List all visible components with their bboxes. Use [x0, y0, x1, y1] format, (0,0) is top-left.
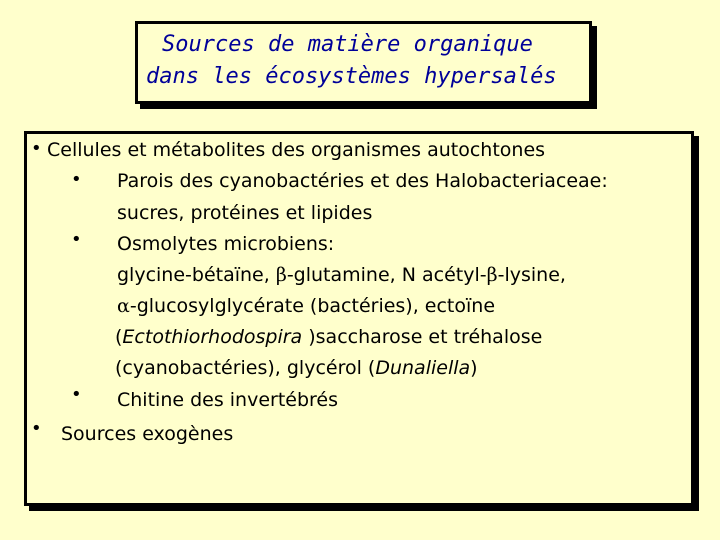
sub-item-2-line-5: [115, 359, 478, 378]
title-line-1: Sources de matière organique: [162, 32, 533, 57]
sub-item-2-line-3: [117, 297, 495, 316]
beta-symbol-1: β: [275, 264, 287, 286]
text-glutamine: -glutamine, N acétyl-: [286, 264, 487, 286]
sub-item-2-line-4: [115, 328, 542, 347]
content-box: [24, 131, 694, 506]
item-2-text: Sources exogènes: [61, 423, 234, 445]
sub-item-1-line-2: sucres, protéines et lipides: [117, 202, 373, 224]
sub-item-3-text: Chitine des invertébrés: [117, 389, 339, 411]
text-dunaliella: Dunaliella: [375, 357, 471, 379]
sub-item-1-line-1: Parois des cyanobactéries et des Halobacteriaceae:: [117, 170, 608, 192]
bullet-item-2: •: [31, 418, 42, 439]
text-cyanobacteries: (cyanobactéries), glycérol (: [115, 357, 376, 379]
text-ectothiorhodospira: Ectothiorhodospira: [122, 326, 303, 348]
sub-bullet-2: •: [71, 229, 82, 250]
text-saccharose: )saccharose et tréhalose: [302, 326, 543, 348]
item-1-text: Cellules et métabolites des organismes autochtones: [47, 139, 546, 161]
title-line-2: dans les écosystèmes hypersalés: [146, 64, 557, 89]
sub-item-2-line-1: Osmolytes microbiens:: [117, 233, 335, 255]
text-glycine: glycine-bétaïne,: [117, 264, 276, 286]
text-lysine: -lysine,: [497, 264, 566, 286]
text-glucosylglycerate: -glucosylglycérate (bactéries), ectoïne: [129, 295, 496, 317]
sub-bullet-1: •: [71, 169, 82, 190]
sub-item-2-line-2: [117, 266, 566, 285]
title-box: [135, 21, 592, 104]
sub-bullet-3: •: [71, 384, 82, 405]
bullet-item-1: •: [31, 138, 42, 159]
alpha-symbol: α: [117, 295, 130, 317]
text-paren-close: ): [470, 357, 478, 379]
beta-symbol-2: β: [486, 264, 498, 286]
text-paren-open: (: [115, 326, 123, 348]
